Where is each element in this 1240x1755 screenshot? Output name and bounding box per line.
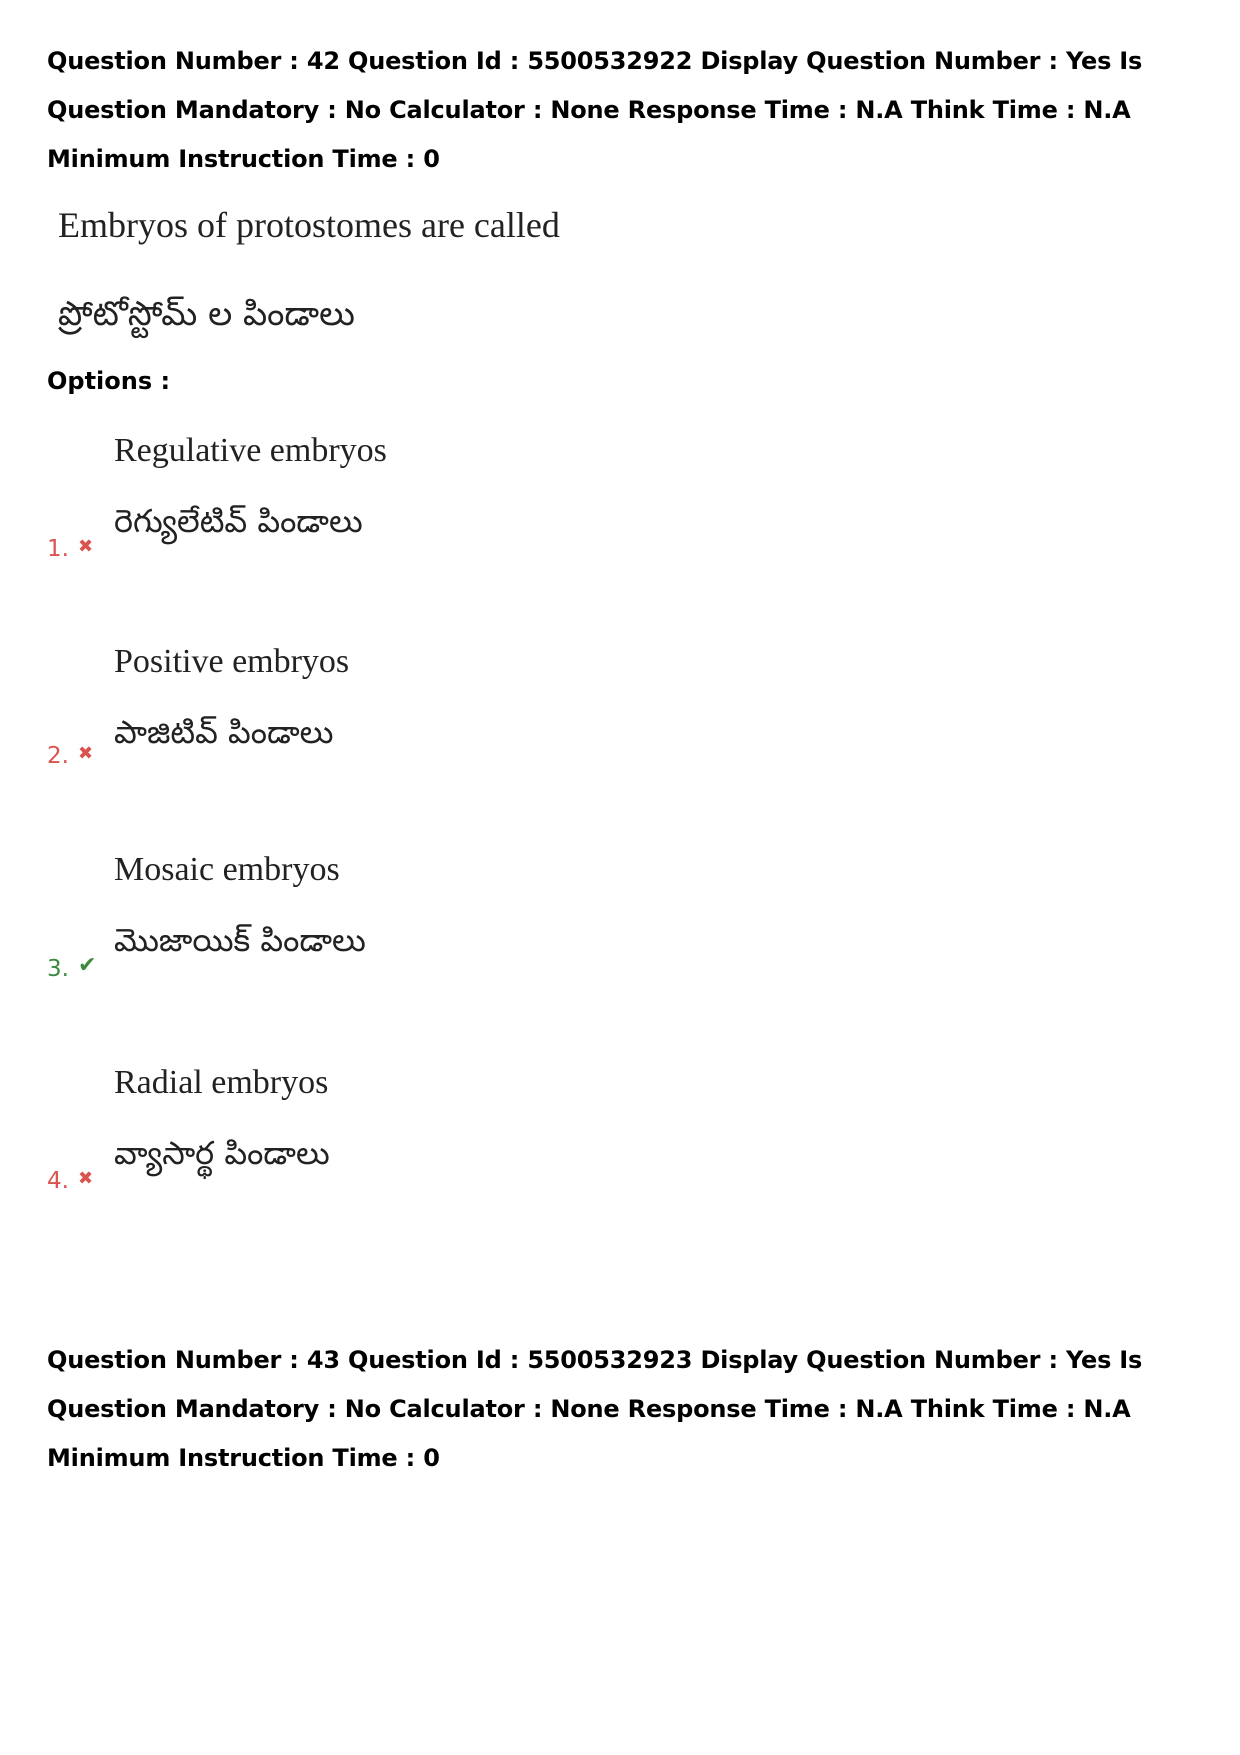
option-3-number: 3. xyxy=(47,956,69,982)
option-4-text-telugu: వ్యాసార్థ పిండాలు xyxy=(114,1134,330,1172)
option-4 xyxy=(0,1064,1240,1244)
option-4-number: 4. xyxy=(47,1168,69,1194)
option-3-text-telugu: మొజాయిక్ పిండాలు xyxy=(114,921,366,959)
option-2-text-english: Positive embryos xyxy=(114,643,350,680)
options-label: Options : xyxy=(47,367,171,395)
option-1-text-english: Regulative embryos xyxy=(114,432,387,469)
option-2 xyxy=(0,643,1240,823)
option-2-number: 2. xyxy=(47,743,69,769)
option-4-text-english: Radial embryos xyxy=(114,1064,329,1101)
option-1-text-telugu: రెగ్యులేటివ్ పిండాలు xyxy=(114,502,363,540)
option-3-text-english: Mosaic embryos xyxy=(114,851,340,888)
question-43-header: Question Number : 43 Question Id : 5500532923 Display Question Number : Yes Is Question Mandatory : No Calculator : None Response Time : N.A Think Time : N.A Minimum Instruction Time : 0 xyxy=(47,1346,1143,1472)
option-1-number: 1. xyxy=(47,536,69,562)
cross-icon: ✖ xyxy=(78,743,94,764)
check-icon: ✔ xyxy=(78,953,97,978)
question-42-text-english: Embryos of protostomes are called xyxy=(58,205,560,245)
question-42-text-telugu: ప్రోటోస్టోమ్ ల పిండాలు xyxy=(58,294,355,334)
option-1 xyxy=(0,432,1240,612)
cross-icon: ✖ xyxy=(78,1168,94,1189)
option-2-text-telugu: పాజిటివ్ పిండాలు xyxy=(114,713,334,751)
question-42-header: Question Number : 42 Question Id : 5500532922 Display Question Number : Yes Is Question Mandatory : No Calculator : None Response Time : N.A Think Time : N.A Minimum Instruction Time : 0 xyxy=(47,47,1143,173)
cross-icon: ✖ xyxy=(78,536,94,557)
option-3 xyxy=(0,851,1240,1031)
